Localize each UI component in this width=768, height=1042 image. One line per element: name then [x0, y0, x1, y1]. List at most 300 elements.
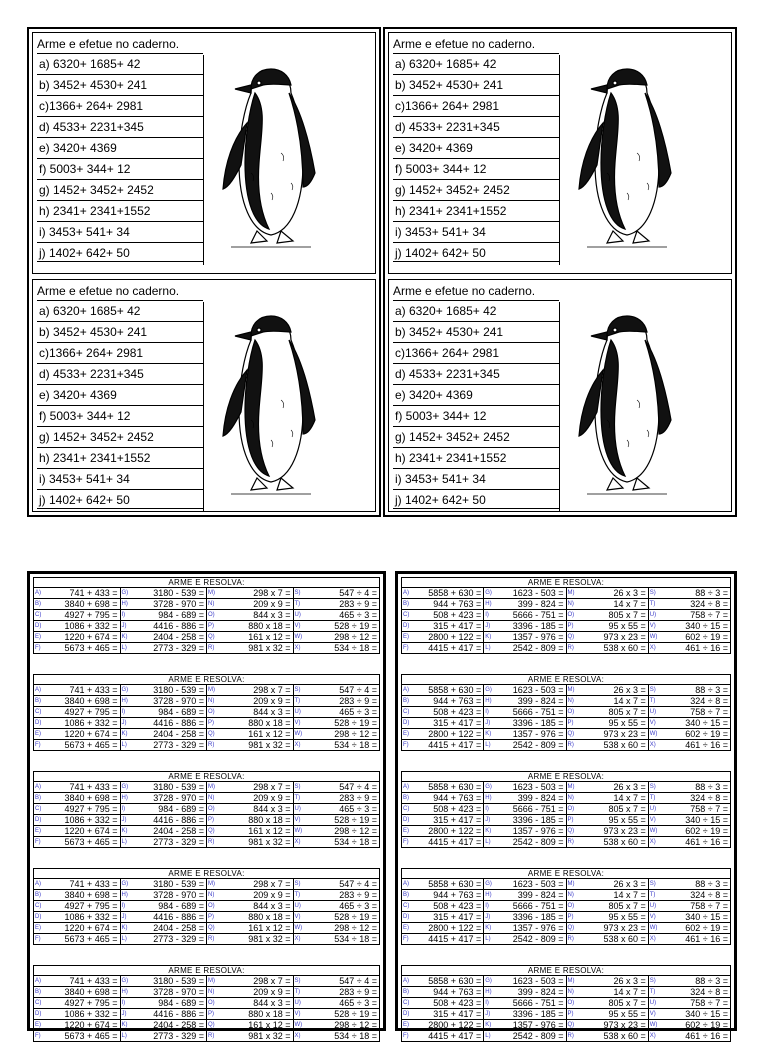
- problem-label: H): [121, 698, 128, 704]
- problem-label: R): [208, 839, 215, 845]
- problem-cell: [121, 826, 208, 836]
- problem-label: H): [121, 989, 128, 995]
- worksheet-row: [34, 599, 379, 610]
- worksheet-row: [34, 696, 379, 707]
- problem-cell: [567, 837, 649, 847]
- problem-expression: 14 x 7 =: [613, 599, 646, 609]
- problem-cell: [34, 1020, 121, 1030]
- problem-cell: [294, 923, 380, 933]
- problem-label: O): [208, 1000, 215, 1006]
- problem-expression: 538 x 60 =: [603, 1031, 646, 1041]
- exercise-sheet-left: [27, 27, 381, 517]
- problem-cell: [121, 1009, 208, 1019]
- problem-expression: 805 x 7 =: [608, 998, 646, 1008]
- problem-label: B): [35, 795, 41, 801]
- problem-expression: 161 x 12 =: [248, 729, 291, 739]
- worksheet-row: [402, 912, 730, 923]
- problem-cell: [34, 1031, 121, 1041]
- problem-label: J): [485, 817, 491, 823]
- problem-expression: 944 + 763 =: [433, 890, 482, 900]
- worksheet-block: [33, 674, 380, 751]
- problem-expression: 209 x 9 =: [253, 696, 291, 706]
- worksheet-row: [34, 998, 379, 1009]
- problem-cell: [402, 1031, 484, 1041]
- problem-expression: 758 ÷ 7 =: [690, 998, 728, 1008]
- problem-expression: 984 - 689 =: [158, 901, 204, 911]
- problem-label: H): [121, 601, 128, 607]
- problem-expression: 324 ÷ 8 =: [690, 696, 728, 706]
- problem-cell: [207, 718, 294, 728]
- worksheet-row: [34, 815, 379, 826]
- exercise-item: i) 3453+ 541+ 34: [37, 468, 203, 488]
- problem-label: S): [649, 784, 656, 790]
- problem-cell: [649, 890, 730, 900]
- problem-label: H): [485, 892, 492, 898]
- problem-label: B): [403, 989, 409, 995]
- problem-label: F): [403, 742, 409, 748]
- problem-expression: 4415 + 417 =: [428, 1031, 482, 1041]
- problem-cell: [121, 1020, 208, 1030]
- problem-cell: [294, 696, 380, 706]
- problem-cell: [484, 696, 566, 706]
- problem-expression: 3840 + 698 =: [64, 599, 118, 609]
- worksheet-title: ARME E RESOLVA:: [34, 869, 379, 879]
- problem-cell: [402, 685, 484, 695]
- problem-label: N): [208, 989, 215, 995]
- problem-expression: 508 + 423 =: [433, 610, 482, 620]
- problem-expression: 4416 - 886 =: [153, 912, 204, 922]
- problem-cell: [34, 804, 121, 814]
- problem-cell: [402, 879, 484, 889]
- problem-cell: [649, 718, 730, 728]
- exercise-item: j) 1402+ 642+ 50: [393, 242, 559, 262]
- problem-expression: 399 - 824 =: [517, 696, 564, 706]
- problem-expression: 805 x 7 =: [608, 901, 646, 911]
- problem-label: W): [649, 1022, 658, 1028]
- problem-cell: [121, 729, 208, 739]
- problem-expression: 4927 + 795 =: [64, 901, 118, 911]
- problem-label: B): [35, 601, 41, 607]
- worksheet-row: [34, 782, 379, 793]
- problem-expression: 95 x 55 =: [608, 815, 646, 825]
- problem-cell: [649, 815, 730, 825]
- problem-expression: 465 ÷ 3 =: [339, 901, 377, 911]
- problem-cell: [207, 793, 294, 803]
- problem-label: P): [567, 914, 574, 920]
- problem-expression: 973 x 23 =: [603, 1020, 646, 1030]
- problem-cell: [649, 588, 730, 598]
- problem-cell: [34, 793, 121, 803]
- problem-label: T): [294, 795, 301, 801]
- problem-cell: [402, 934, 484, 944]
- problem-expression: 508 + 423 =: [433, 707, 482, 717]
- problem-label: C): [403, 612, 410, 618]
- problem-expression: 461 ÷ 16 =: [685, 1031, 728, 1041]
- problem-expression: 161 x 12 =: [248, 826, 291, 836]
- problem-label: W): [294, 634, 303, 640]
- problem-expression: 14 x 7 =: [613, 890, 646, 900]
- worksheet-row: [402, 610, 730, 621]
- worksheet-row: [402, 1009, 730, 1020]
- problem-label: S): [294, 687, 301, 693]
- problem-cell: [34, 890, 121, 900]
- problem-cell: [649, 1009, 730, 1019]
- problem-cell: [34, 923, 121, 933]
- exercise-item: f) 5003+ 344+ 12: [393, 158, 559, 178]
- worksheet-row: [34, 685, 379, 696]
- problem-label: K): [121, 634, 128, 640]
- penguin-illustration: [211, 310, 331, 505]
- problem-expression: 298 x 7 =: [253, 879, 291, 889]
- problem-cell: [34, 588, 121, 598]
- problem-expression: 508 + 423 =: [433, 998, 482, 1008]
- problem-expression: 4416 - 886 =: [153, 621, 204, 631]
- problem-cell: [567, 901, 649, 911]
- problem-label: H): [121, 795, 128, 801]
- problem-expression: 984 - 689 =: [158, 804, 204, 814]
- problem-cell: [34, 740, 121, 750]
- problem-label: X): [294, 742, 301, 748]
- problem-label: C): [35, 806, 42, 812]
- worksheet-row: [402, 1031, 730, 1041]
- exercise-item: b) 3452+ 4530+ 241: [393, 321, 559, 341]
- problem-label: A): [35, 687, 41, 693]
- problem-label: P): [208, 817, 214, 823]
- problem-cell: [402, 696, 484, 706]
- problem-expression: 528 ÷ 19 =: [334, 621, 377, 631]
- problem-label: C): [35, 1000, 42, 1006]
- problem-cell: [207, 685, 294, 695]
- problem-expression: 465 ÷ 3 =: [339, 998, 377, 1008]
- problem-label: D): [35, 623, 42, 629]
- worksheet-row: [34, 632, 379, 643]
- problem-label: T): [294, 892, 301, 898]
- problem-label: O): [567, 806, 575, 812]
- problem-label: V): [649, 623, 656, 629]
- problem-expression: 2773 - 329 =: [153, 740, 204, 750]
- problem-label: C): [35, 903, 42, 909]
- problem-expression: 283 ÷ 9 =: [339, 793, 377, 803]
- problem-expression: 973 x 23 =: [603, 632, 646, 642]
- problem-cell: [34, 782, 121, 792]
- problem-cell: [567, 1009, 649, 1019]
- problem-cell: [294, 610, 380, 620]
- problem-cell: [567, 879, 649, 889]
- problem-cell: [121, 632, 208, 642]
- problem-cell: [121, 879, 208, 889]
- problem-label: O): [567, 612, 575, 618]
- problem-expression: 547 ÷ 4 =: [339, 685, 377, 695]
- problem-cell: [121, 804, 208, 814]
- problem-expression: 95 x 55 =: [608, 912, 646, 922]
- problem-expression: 2542 - 809 =: [512, 1031, 564, 1041]
- problem-label: W): [649, 634, 658, 640]
- problem-label: G): [121, 590, 129, 596]
- problem-label: O): [567, 709, 575, 715]
- problem-expression: 602 ÷ 19 =: [685, 826, 728, 836]
- problem-label: L): [121, 645, 127, 651]
- problem-cell: [484, 718, 566, 728]
- problem-label: E): [35, 731, 41, 737]
- problem-cell: [34, 707, 121, 717]
- problem-label: K): [121, 731, 128, 737]
- problem-expression: 602 ÷ 19 =: [685, 1020, 728, 1030]
- worksheet-block: [33, 771, 380, 848]
- problem-expression: 547 ÷ 4 =: [339, 879, 377, 889]
- problem-expression: 547 ÷ 4 =: [339, 976, 377, 986]
- problem-expression: 1220 + 674 =: [64, 729, 118, 739]
- exercise-sheet-right: [383, 27, 737, 517]
- problem-cell: [294, 740, 380, 750]
- problem-label: E): [35, 634, 41, 640]
- problem-label: R): [208, 1033, 215, 1039]
- problem-expression: 5858 + 630 =: [428, 976, 482, 986]
- problem-cell: [34, 643, 121, 653]
- problem-cell: [207, 696, 294, 706]
- problem-label: F): [403, 839, 409, 845]
- card-title: Arme e efetue no caderno.: [37, 37, 180, 51]
- problem-cell: [121, 923, 208, 933]
- problem-expression: 324 ÷ 8 =: [690, 890, 728, 900]
- problem-cell: [484, 707, 566, 717]
- problem-label: O): [567, 1000, 575, 1006]
- worksheet-block: [33, 577, 380, 654]
- problem-expression: 741 + 433 =: [69, 879, 118, 889]
- problem-expression: 3840 + 698 =: [64, 696, 118, 706]
- problem-cell: [207, 740, 294, 750]
- problem-cell: [207, 837, 294, 847]
- problem-cell: [484, 610, 566, 620]
- problem-expression: 3840 + 698 =: [64, 987, 118, 997]
- problem-label: B): [35, 989, 41, 995]
- problem-expression: 209 x 9 =: [253, 890, 291, 900]
- worksheet-row: [34, 879, 379, 890]
- problem-expression: 538 x 60 =: [603, 934, 646, 944]
- problem-cell: [402, 782, 484, 792]
- exercise-item: a) 6320+ 1685+ 42: [393, 53, 559, 73]
- worksheet-title: ARME E RESOLVA:: [34, 966, 379, 976]
- problem-expression: 741 + 433 =: [69, 976, 118, 986]
- problem-label: P): [567, 720, 574, 726]
- problem-cell: [567, 890, 649, 900]
- problem-expression: 5666 - 751 =: [512, 707, 564, 717]
- worksheet-row: [34, 804, 379, 815]
- problem-cell: [649, 976, 730, 986]
- worksheet-row: [402, 826, 730, 837]
- problem-cell: [207, 1020, 294, 1030]
- problem-label: O): [567, 903, 575, 909]
- problem-label: N): [567, 698, 574, 704]
- problem-label: T): [649, 601, 656, 607]
- problem-label: G): [121, 881, 129, 887]
- problem-cell: [484, 782, 566, 792]
- problem-cell: [484, 793, 566, 803]
- problem-expression: 399 - 824 =: [517, 599, 564, 609]
- problem-label: G): [485, 978, 492, 984]
- problem-cell: [294, 1009, 380, 1019]
- problem-label: M): [208, 881, 215, 887]
- worksheet-row: [402, 901, 730, 912]
- problem-expression: 981 x 32 =: [248, 837, 291, 847]
- problem-cell: [121, 588, 208, 598]
- problem-expression: 981 x 32 =: [248, 1031, 291, 1041]
- problem-cell: [484, 588, 566, 598]
- problem-label: I): [485, 612, 489, 618]
- problem-expression: 758 ÷ 7 =: [690, 901, 728, 911]
- worksheet-block: [33, 965, 380, 1042]
- problem-label: A): [403, 687, 409, 693]
- problem-label: N): [567, 989, 574, 995]
- worksheet-block: [401, 577, 731, 654]
- problem-cell: [567, 729, 649, 739]
- penguin-illustration: [567, 310, 687, 505]
- penguin-illustration: [211, 63, 331, 258]
- problem-label: B): [35, 698, 41, 704]
- problem-expression: 984 - 689 =: [158, 610, 204, 620]
- problem-cell: [484, 826, 566, 836]
- problem-expression: 538 x 60 =: [603, 740, 646, 750]
- worksheet-title: ARME E RESOLVA:: [402, 966, 730, 976]
- problem-cell: [567, 826, 649, 836]
- worksheet-row: [34, 610, 379, 621]
- problem-label: T): [294, 601, 301, 607]
- problem-cell: [567, 588, 649, 598]
- problem-expression: 161 x 12 =: [248, 632, 291, 642]
- problem-cell: [121, 740, 208, 750]
- problem-label: H): [485, 989, 492, 995]
- problem-expression: 3396 - 185 =: [512, 621, 564, 631]
- problem-expression: 3180 - 539 =: [153, 782, 204, 792]
- problem-expression: 315 + 417 =: [433, 718, 482, 728]
- problem-cell: [294, 890, 380, 900]
- problem-cell: [294, 826, 380, 836]
- problem-cell: [484, 632, 566, 642]
- problem-cell: [649, 901, 730, 911]
- problem-expression: 1220 + 674 =: [64, 923, 118, 933]
- problem-expression: 973 x 23 =: [603, 729, 646, 739]
- problem-cell: [649, 998, 730, 1008]
- problem-label: P): [567, 1011, 574, 1017]
- exercise-item: i) 3453+ 541+ 34: [37, 221, 203, 241]
- problem-cell: [402, 729, 484, 739]
- problem-label: L): [121, 936, 127, 942]
- problem-cell: [207, 912, 294, 922]
- problem-expression: 14 x 7 =: [613, 696, 646, 706]
- problem-cell: [649, 707, 730, 717]
- problem-label: N): [208, 698, 215, 704]
- problem-cell: [34, 599, 121, 609]
- problem-cell: [649, 1031, 730, 1041]
- problem-cell: [294, 815, 380, 825]
- problem-cell: [649, 923, 730, 933]
- problem-cell: [34, 912, 121, 922]
- exercise-item: g) 1452+ 3452+ 2452: [393, 426, 559, 446]
- problem-expression: 2773 - 329 =: [153, 1031, 204, 1041]
- problem-expression: 1623 - 503 =: [512, 782, 564, 792]
- problem-cell: [567, 707, 649, 717]
- problem-cell: [402, 740, 484, 750]
- problem-label: Q): [208, 731, 215, 737]
- problem-label: J): [121, 720, 127, 726]
- problem-label: R): [567, 839, 574, 845]
- worksheet-row: [402, 815, 730, 826]
- problem-label: S): [649, 590, 656, 596]
- problem-expression: 3180 - 539 =: [153, 588, 204, 598]
- worksheet-row: [34, 934, 379, 944]
- worksheet-row: [402, 998, 730, 1009]
- problem-label: M): [567, 881, 575, 887]
- problem-label: D): [35, 720, 42, 726]
- problem-expression: 528 ÷ 19 =: [334, 718, 377, 728]
- problem-label: F): [35, 936, 41, 942]
- problem-label: L): [121, 1033, 127, 1039]
- problem-expression: 508 + 423 =: [433, 901, 482, 911]
- problem-label: Q): [567, 1022, 575, 1028]
- problem-cell: [567, 740, 649, 750]
- problem-expression: 880 x 18 =: [248, 1009, 291, 1019]
- problem-cell: [121, 707, 208, 717]
- exercise-item: f) 5003+ 344+ 12: [37, 158, 203, 178]
- problem-label: N): [567, 795, 574, 801]
- problem-expression: 805 x 7 =: [608, 610, 646, 620]
- exercise-item: i) 3453+ 541+ 34: [393, 468, 559, 488]
- problem-cell: [34, 632, 121, 642]
- problem-cell: [402, 1009, 484, 1019]
- problem-label: M): [567, 590, 575, 596]
- problem-label: X): [294, 936, 301, 942]
- problem-cell: [567, 815, 649, 825]
- problem-cell: [207, 643, 294, 653]
- problem-cell: [121, 643, 208, 653]
- problem-cell: [484, 815, 566, 825]
- worksheet-row: [402, 879, 730, 890]
- problem-cell: [484, 643, 566, 653]
- problem-cell: [207, 729, 294, 739]
- problem-cell: [567, 718, 649, 728]
- problem-expression: 602 ÷ 19 =: [685, 632, 728, 642]
- problem-cell: [484, 729, 566, 739]
- problem-expression: 461 ÷ 16 =: [685, 934, 728, 944]
- problem-label: C): [403, 709, 410, 715]
- worksheet-title: ARME E RESOLVA:: [402, 772, 730, 782]
- problem-label: R): [567, 645, 574, 651]
- worksheet-row: [402, 923, 730, 934]
- problem-label: P): [208, 720, 214, 726]
- problem-cell: [402, 793, 484, 803]
- column-divider: [559, 55, 560, 265]
- problem-cell: [567, 685, 649, 695]
- problem-cell: [649, 685, 730, 695]
- problem-label: L): [485, 936, 491, 942]
- worksheet-row: [34, 1031, 379, 1041]
- problem-cell: [121, 718, 208, 728]
- problem-cell: [649, 912, 730, 922]
- problem-expression: 399 - 824 =: [517, 890, 564, 900]
- problem-label: J): [485, 623, 491, 629]
- problem-cell: [294, 793, 380, 803]
- problem-label: G): [485, 881, 492, 887]
- problem-label: W): [649, 731, 658, 737]
- problem-label: V): [649, 817, 656, 823]
- problem-cell: [121, 685, 208, 695]
- problem-expression: 3396 - 185 =: [512, 718, 564, 728]
- problem-cell: [294, 707, 380, 717]
- problem-expression: 4927 + 795 =: [64, 707, 118, 717]
- problem-label: G): [485, 784, 492, 790]
- exercise-item: b) 3452+ 4530+ 241: [37, 321, 203, 341]
- problem-label: K): [121, 828, 128, 834]
- problem-expression: 465 ÷ 3 =: [339, 707, 377, 717]
